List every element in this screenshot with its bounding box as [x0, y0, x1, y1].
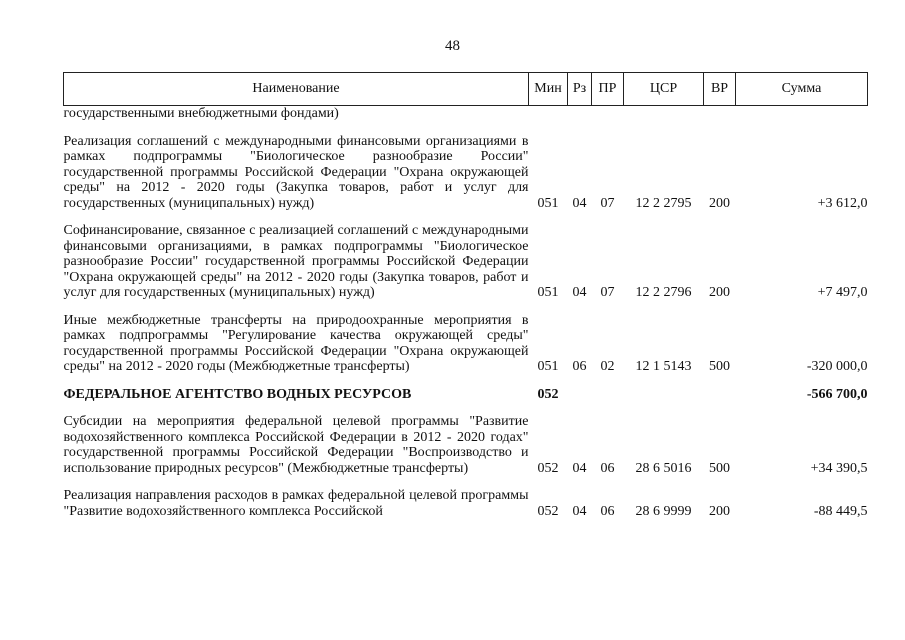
row-name: государственными внебюджетными фондами) — [63, 106, 339, 121]
column-header-vr: ВР — [704, 73, 736, 106]
row-csr: 12 2 2795 — [635, 195, 692, 211]
row-pr — [592, 387, 624, 403]
row-csr: 12 1 5143 — [635, 359, 692, 374]
row-rz: 04 — [572, 285, 587, 300]
row-spacer — [64, 402, 868, 414]
row-vr — [704, 387, 736, 403]
row-sum: +7 497,0 — [817, 285, 868, 300]
row-name: Иные межбюджетные трансферты на природоохранные мероприятия в рамках подпрограммы "Регулирование качества окружающей среды" государственной программы Российской Федерации "Охрана окружающей среды" на 2012 - 2020 годы (Межбюджетные трансферты) — [63, 312, 529, 374]
row-min: 052 — [537, 503, 559, 519]
row-vr: 200 — [709, 195, 730, 211]
table-row-agency — [64, 387, 868, 403]
table-row — [64, 488, 868, 519]
column-header-csr: ЦСР — [624, 73, 704, 106]
row-sum: -566 700,0 — [806, 386, 868, 402]
row-pr — [592, 106, 624, 122]
row-vr — [704, 106, 736, 122]
row-min: 051 — [537, 359, 559, 374]
table-row — [64, 134, 868, 212]
row-csr — [624, 387, 704, 403]
row-pr: 07 — [600, 195, 615, 211]
table-row — [64, 313, 868, 375]
column-header-sum: Сумма — [736, 73, 868, 106]
row-spacer — [64, 476, 868, 488]
row-vr: 200 — [709, 503, 730, 519]
row-rz — [568, 387, 592, 403]
row-pr: 02 — [600, 359, 615, 374]
table-row — [64, 106, 868, 122]
row-rz — [568, 106, 592, 122]
row-sum: -320 000,0 — [806, 359, 868, 374]
row-spacer — [64, 211, 868, 223]
page-number: 48 — [445, 38, 460, 54]
row-pr: 06 — [600, 503, 615, 519]
row-csr: 12 2 2796 — [635, 285, 692, 300]
row-sum: -88 449,5 — [813, 503, 868, 519]
table-header-row — [64, 73, 868, 106]
row-spacer — [64, 375, 868, 387]
row-name: Субсидии на мероприятия федеральной целевой программы "Развитие водохозяйственного комплекса Российской Федерации в 2012 - 2020 годах" государственной программы Российской Федерации "Воспроизводство и использование природных ресурсов" (Межбюджетные трансферты) — [63, 414, 529, 476]
row-rz: 04 — [572, 195, 587, 211]
row-name: ФЕДЕРАЛЬНОЕ АГЕНТСТВО ВОДНЫХ РЕСУРСОВ — [63, 386, 412, 402]
row-name: Реализация соглашений с международными финансовыми организациями в рамках подпрограммы "Биологическое разнообразие России" государственной программы Российской Федерации "Охрана окружающей среды" на 2012 - 2020 годы (Закупка товаров, работ и услуг для государственных (муниципальных) нужд) — [63, 133, 529, 211]
row-spacer — [64, 122, 868, 134]
row-sum: +34 390,5 — [810, 460, 868, 476]
row-sum: +3 612,0 — [817, 195, 868, 211]
column-header-name: Наименование — [64, 73, 529, 106]
row-min: 052 — [537, 386, 559, 402]
table-row — [64, 223, 868, 301]
column-header-rz: Рз — [568, 73, 592, 106]
row-rz: 04 — [572, 503, 587, 519]
row-vr: 200 — [709, 285, 730, 300]
row-csr: 28 6 5016 — [635, 460, 692, 476]
table-row — [64, 414, 868, 476]
row-vr: 500 — [709, 460, 730, 476]
row-min — [529, 106, 568, 122]
row-csr: 28 6 9999 — [635, 503, 692, 519]
row-rz: 06 — [572, 359, 587, 374]
row-spacer — [64, 301, 868, 313]
row-sum — [736, 106, 868, 122]
column-header-min: Мин — [529, 73, 568, 106]
row-pr: 06 — [600, 460, 615, 476]
row-pr: 07 — [600, 285, 615, 300]
row-rz: 04 — [572, 460, 587, 476]
row-min: 051 — [537, 285, 559, 300]
row-name: Реализация направления расходов в рамках федеральной целевой программы "Развитие водохозяйственного комплекса Российской — [63, 488, 529, 519]
row-min: 052 — [537, 460, 559, 476]
column-header-pr: ПР — [592, 73, 624, 106]
row-min: 051 — [537, 195, 559, 211]
row-vr: 500 — [709, 359, 730, 374]
row-name: Софинансирование, связанное с реализацией соглашений с международными финансовыми организациями, в рамках подпрограммы "Биологическое разнообразие России" государственной программы Российской Федерации "Охрана окружающей среды" на 2012 - 2020 годы (Закупка товаров, работ и услуг для государственных (муниципальных) нужд) — [63, 223, 529, 300]
budget-table — [63, 72, 868, 519]
row-csr — [624, 106, 704, 122]
